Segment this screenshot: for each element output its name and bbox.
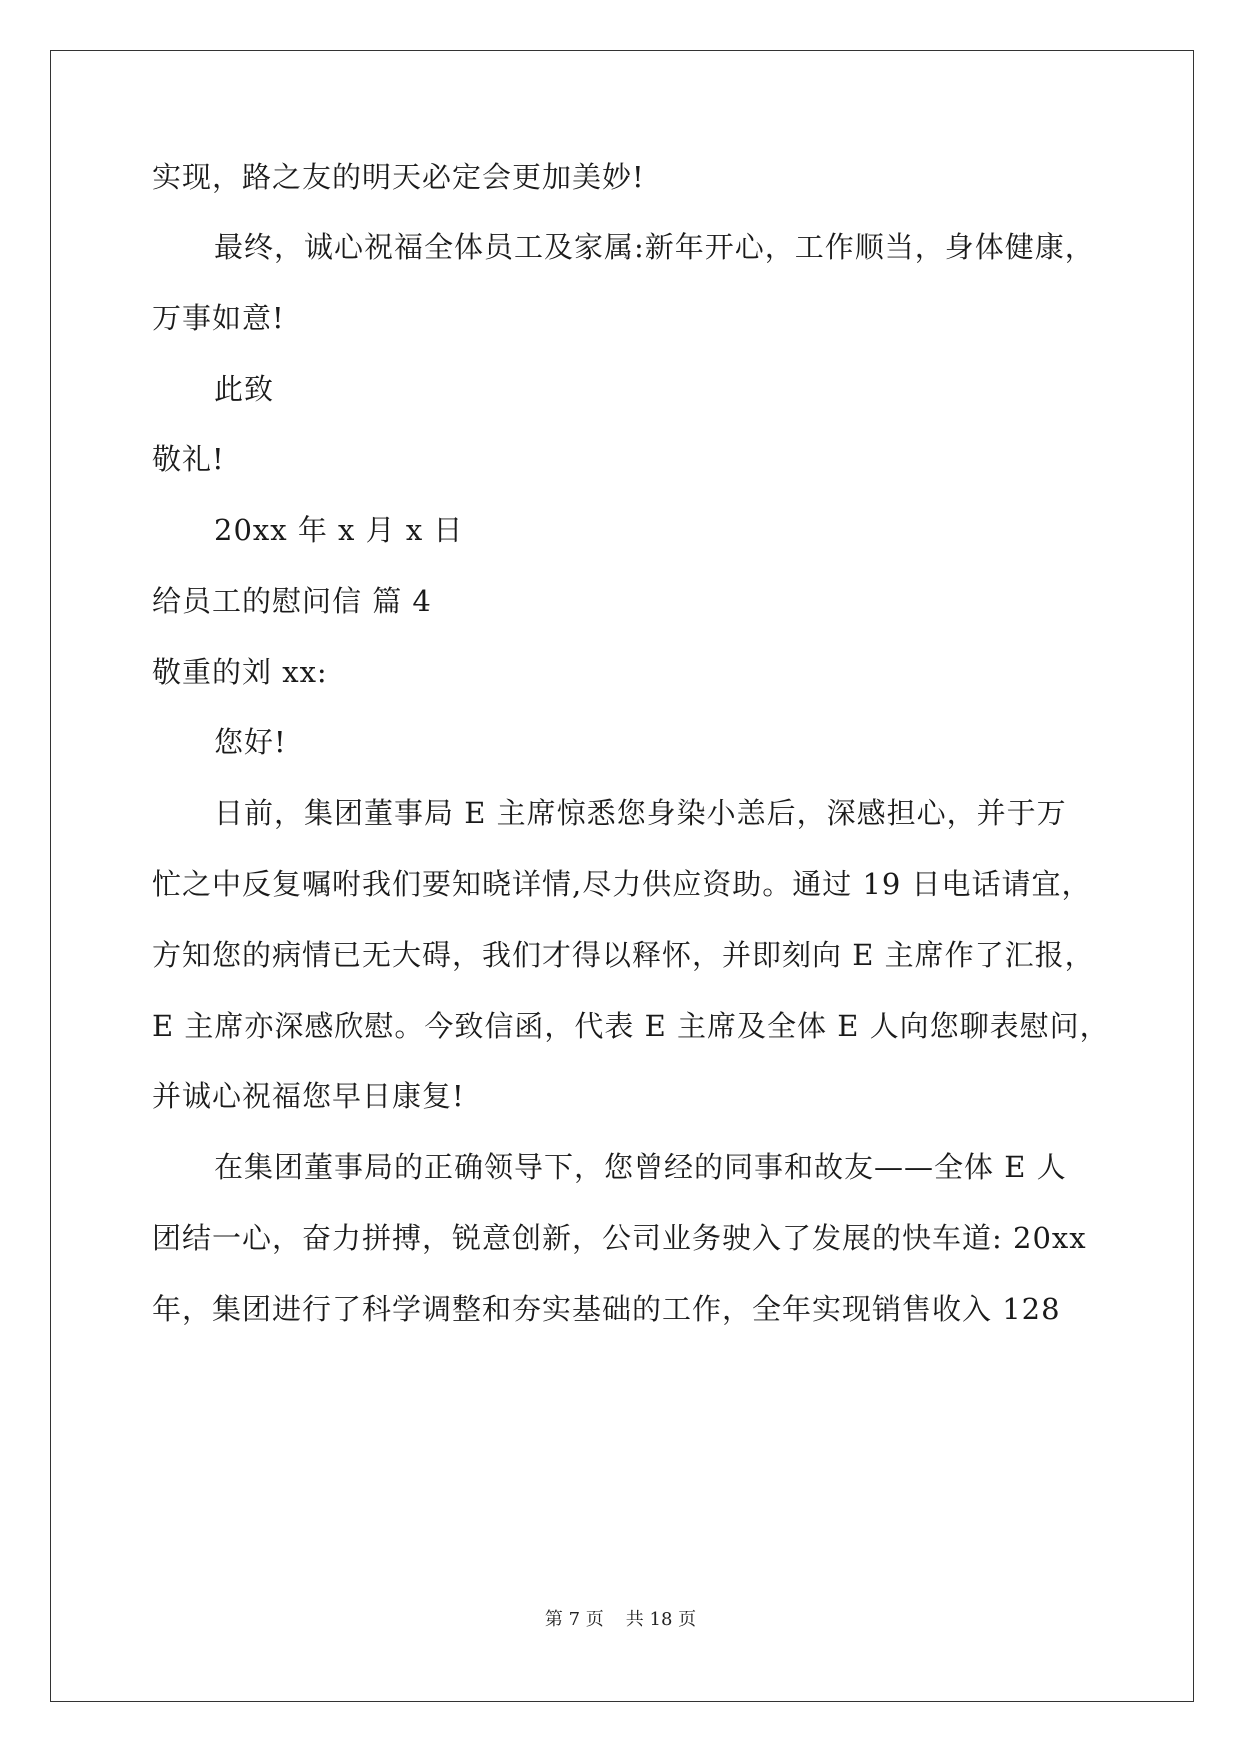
letter-greeting: 敬重的刘 xx: — [152, 655, 328, 689]
page-total: 共 18 页 — [625, 1609, 697, 1630]
text-line: 方知您的病情已无大碍，我们才得以释怀，并即刻向 E 主席作了汇报， — [152, 938, 1095, 972]
page-footer — [0, 1608, 1241, 1632]
text-line: 并诚心祝福您早日康复! — [152, 1079, 465, 1113]
closing-salutation: 此致 — [214, 372, 275, 406]
text-line: 团结一心，奋力拼搏，锐意创新，公司业务驶入了发展的快车道: 20xx — [152, 1221, 1087, 1255]
closing-regards: 敬礼! — [152, 442, 225, 476]
text-line: 实现，路之友的明天必定会更加美妙! — [152, 160, 645, 194]
letter-date: 20xx 年 x 月 x 日 — [214, 513, 464, 547]
page-number: 第 7 页 — [544, 1609, 604, 1630]
text-line: 忙之中反复嘱咐我们要知晓详情,尽力供应资助。通过 19 日电话请宜， — [152, 867, 1092, 901]
text-line: 年，集团进行了科学调整和夯实基础的工作，全年实现销售收入 128 — [152, 1292, 1061, 1326]
text-line: 您好! — [214, 725, 287, 759]
text-line: 在集团董事局的正确领导下，您曾经的同事和故友——全体 E 人 — [214, 1150, 1067, 1184]
text-line: E 主席亦深感欣慰。今致信函，代表 E 主席及全体 E 人向您聊表慰问， — [152, 1009, 1110, 1043]
section-title: 给员工的慰问信 篇 4 — [152, 584, 432, 618]
text-line: 最终，诚心祝福全体员工及家属:新年开心，工作顺当，身体健康， — [214, 230, 1095, 264]
text-line: 万事如意! — [152, 301, 285, 335]
text-line: 日前，集团董事局 E 主席惊悉您身染小恙后，深感担心，并于万 — [214, 796, 1067, 830]
